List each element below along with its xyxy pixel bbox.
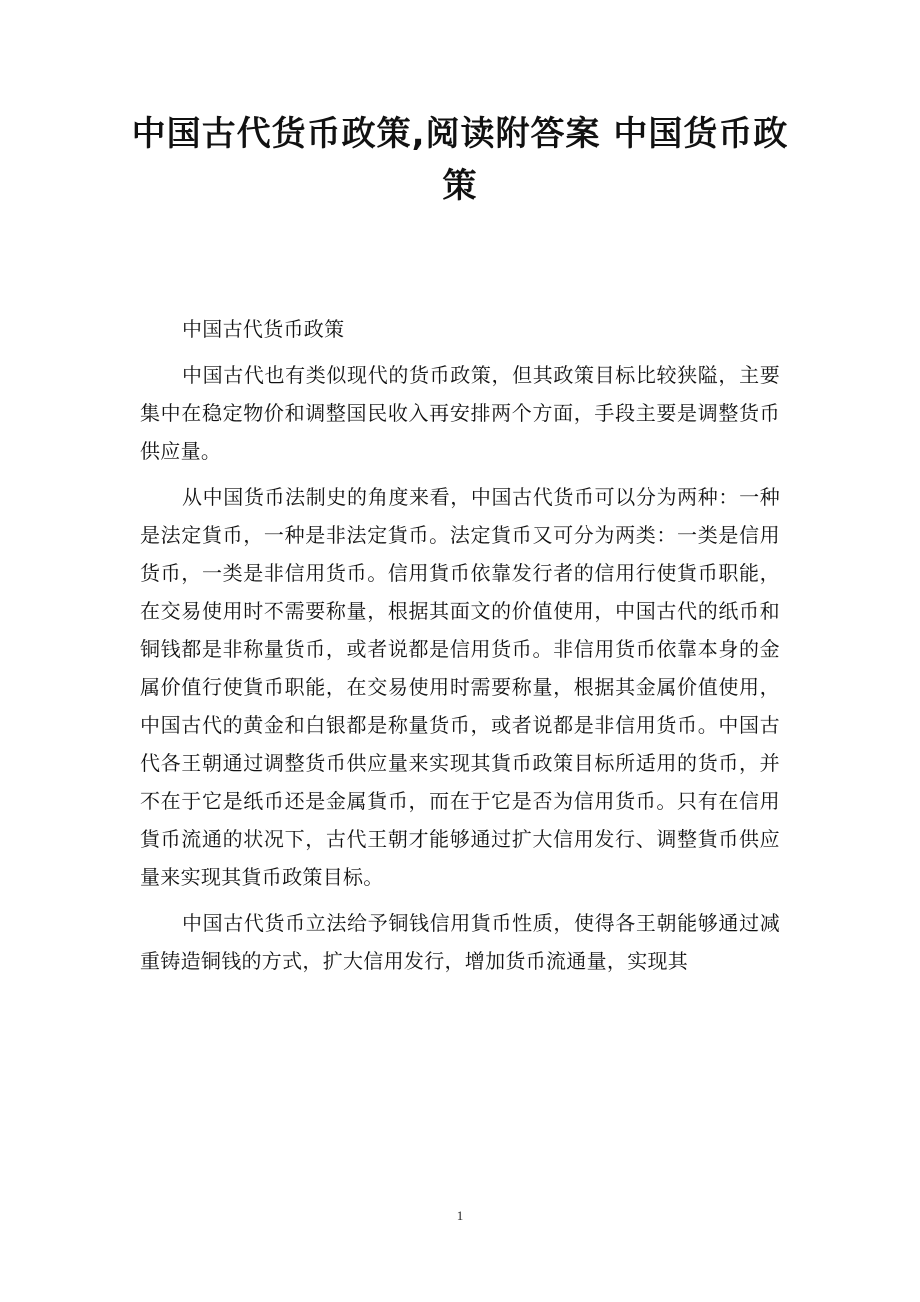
section-heading: 中国古代货币政策: [182, 317, 345, 341]
paragraph: 中国古代货币立法给予铜钱信用貨币性质，使得各王朝能够通过减重铸造铜钱的方式，扩大信用发行，增加货币流通量，实现其: [140, 911, 780, 973]
document-body: [140, 310, 780, 980]
page-number: 1: [456, 1208, 464, 1223]
paragraph: 中国古代也有类似现代的货币政策，但其政策目标比较狭隘，主要集中在稳定物价和调整国民收入再安排两个方面，手段主要是调整货币供应量。: [140, 363, 780, 463]
document-title: 中国古代货币政策,阅读附答案 中国货币政策: [131, 114, 789, 206]
paragraph: 从中国货币法制史的角度来看，中国古代货币可以分为两种：一种是法定貨币，一种是非法定貨币。法定貨币又可分为两类：一类是信用货币，一类是非信用货币。信用貨币依靠发行者的信用行使貨币职能，在交易使用时不需要称量，根据其面文的价值使用，中国古代的纸币和铜钱都是非称量货币，或者说都是信用货币。非信用货币依靠本身的金属价值行使貨币职能，在交易使用时需要称量，根据其金属价值使用，中国古代的黄金和白银都是称量货币，或者说都是非信用货币。中国古代各王朝通过调整货币供应量来实现其貨币政策目标所适用的货币，并不在于它是纸币还是金属貨币，而在于它是否为信用货币。只有在信用貨币流通的状况下，古代王朝才能够通过扩大信用发行、调整貨币供应量来实现其貨币政策目标。: [140, 485, 780, 889]
